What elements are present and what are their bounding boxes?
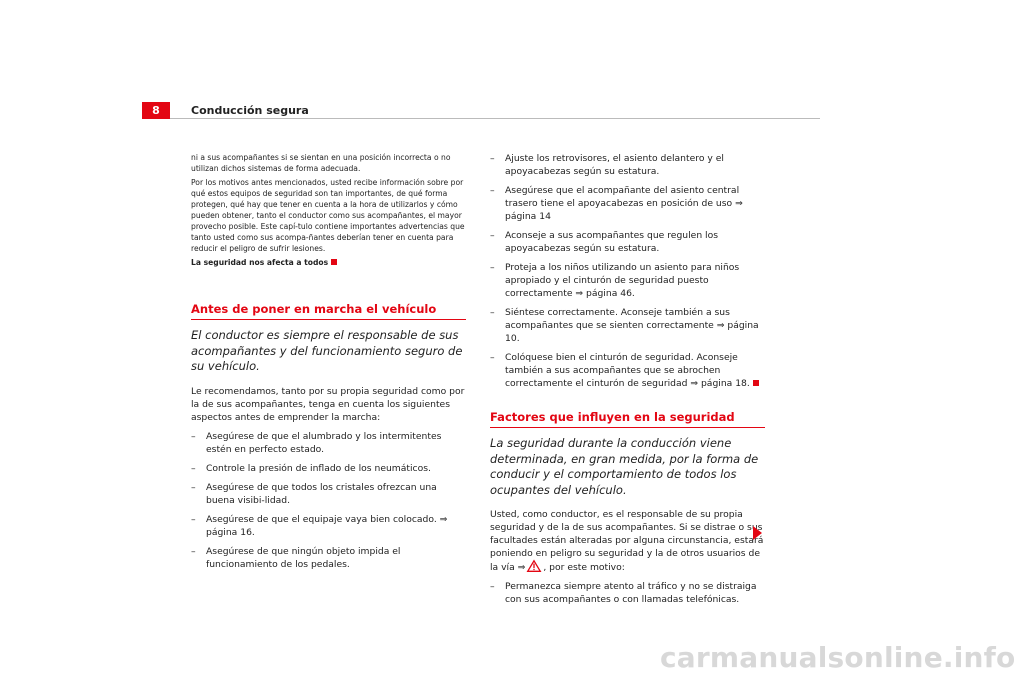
right-column: [490, 152, 765, 612]
continue-arrow-icon: [753, 526, 762, 540]
warning-triangle-icon: [527, 560, 541, 572]
end-of-section-icon: [331, 259, 337, 265]
dash-marker: –: [191, 513, 196, 525]
header-divider: [170, 118, 820, 119]
list-item: [191, 462, 466, 475]
list-item: [490, 261, 765, 300]
section-lead-antes: El conductor es siempre el responsable de sus acompañantes y del funcionamiento seguro de su vehículo.: [191, 328, 463, 373]
dash-marker: –: [490, 307, 495, 318]
list-item: [191, 481, 466, 507]
list-item: [191, 513, 466, 539]
list-item-text: Controle la presión de inflado de los neumáticos.: [206, 462, 431, 474]
section-body-factores: [490, 508, 765, 574]
dash-marker: –: [191, 545, 196, 557]
page-header-title: Conducción segura: [191, 104, 309, 117]
list-item-text: Asegúrese de que ningún objeto impida el funcionamiento de los pedales.: [206, 545, 401, 570]
dash-marker: –: [490, 153, 495, 164]
dash-marker: –: [191, 481, 196, 493]
list-item-text: Asegúrese de que todos los cristales ofrezcan una buena visibi-lidad.: [206, 481, 437, 506]
list-item: [490, 229, 765, 255]
list-item: [191, 545, 466, 571]
checklist-factores: [490, 580, 765, 606]
section-heading-factores: Factores que influyen en la seguridad: [490, 410, 765, 428]
left-column: [191, 152, 466, 577]
list-item-text: Asegúrese de que el equipaje vaya bien colocado. ⇒ página 16.: [206, 513, 448, 538]
intro-paragraph-1: ni a sus acompañantes si se sientan en una posición incorrecta o no utilizan dichos sistemas de forma adecuada.: [191, 153, 451, 173]
body-text-end: , por este motivo:: [543, 562, 625, 573]
dash-marker: –: [490, 230, 495, 241]
list-item-text: Permanezca siempre atento al tráfico y no se distraiga con sus acompañantes o con llamadas telefónicas.: [505, 581, 757, 605]
list-item-text: Colóquese bien el cinturón de seguridad. Aconseje también a sus acompañantes que se abrochen correctamente el cinturón de seguridad ⇒ página 18.: [505, 352, 750, 389]
page-number: 8: [142, 102, 170, 119]
list-item: [490, 184, 765, 223]
section-intro-antes: Le recomendamos, tanto por su propia seguridad como por la de sus acompañantes, tenga en cuenta los siguientes aspectos antes de emprender la marcha:: [191, 385, 465, 423]
dash-marker: –: [490, 185, 495, 196]
list-item-text: Proteja a los niños utilizando un asiento para niños apropiado y el cinturón de seguridad puesto correctamente ⇒ página 46.: [505, 262, 740, 299]
list-item-text: Aconseje a sus acompañantes que regulen los apoyacabezas según su estatura.: [505, 230, 719, 254]
section-heading-antes: Antes de poner en marcha el vehículo: [191, 302, 466, 320]
end-of-section-icon: [753, 380, 759, 386]
list-item: [490, 351, 765, 390]
list-item-text: Ajuste los retrovisores, el asiento delantero y el apoyacabezas según su estatura.: [505, 153, 724, 177]
list-item-text: Asegúrese de que el alumbrado y los intermitentes estén en perfecto estado.: [206, 430, 442, 455]
intro-bold-text: La seguridad nos afecta a todos: [191, 258, 329, 267]
intro-paragraph-2: Por los motivos antes mencionados, usted recibe información sobre por qué estos equipos de seguridad son tan importantes, de qué forma protegen, qué hay que tener en cuenta a la hora de utilizarlos y cómo pueden obtener, tanto el conductor como sus acompañantes, el mayor provecho posible. Este capí-tulo contiene importantes advertencias que tanto usted como sus acompa-ñantes deberían tener en cuenta para reducir el peligro de sufrir lesiones.: [191, 178, 465, 253]
dash-marker: –: [191, 430, 196, 442]
checklist-left: [191, 430, 466, 571]
section-lead-factores: La seguridad durante la conducción viene determinada, en gran medida, por la forma de conducir y el comportamiento de todos los ocupantes del vehículo.: [490, 436, 759, 497]
body-text: Usted, como conductor, es el responsable de su propia seguridad y de la de sus acompañantes. Si se distrae o sus facultades están alteradas por alguna circunstancia, estará poniendo en peligro su seguridad y la de otros usuarios de la vía ⇒: [490, 509, 764, 573]
list-item: [490, 306, 765, 345]
list-item-text: Asegúrese que el acompañante del asiento central trasero tiene el apoyacabezas en posición de uso ⇒ página 14: [505, 185, 743, 222]
list-item-text: Siéntese correctamente. Aconseje también a sus acompañantes que se sienten correctamente ⇒ página 10.: [505, 307, 759, 344]
watermark: carmanualsonline.info: [660, 641, 1015, 674]
list-item: [490, 580, 765, 606]
intro-bold-line: [191, 257, 466, 268]
dash-marker: –: [490, 262, 495, 273]
list-item: [490, 152, 765, 178]
dash-marker: –: [191, 462, 196, 474]
dash-marker: –: [490, 581, 495, 592]
dash-marker: –: [490, 352, 495, 363]
checklist-right: [490, 152, 765, 390]
list-item: [191, 430, 466, 456]
